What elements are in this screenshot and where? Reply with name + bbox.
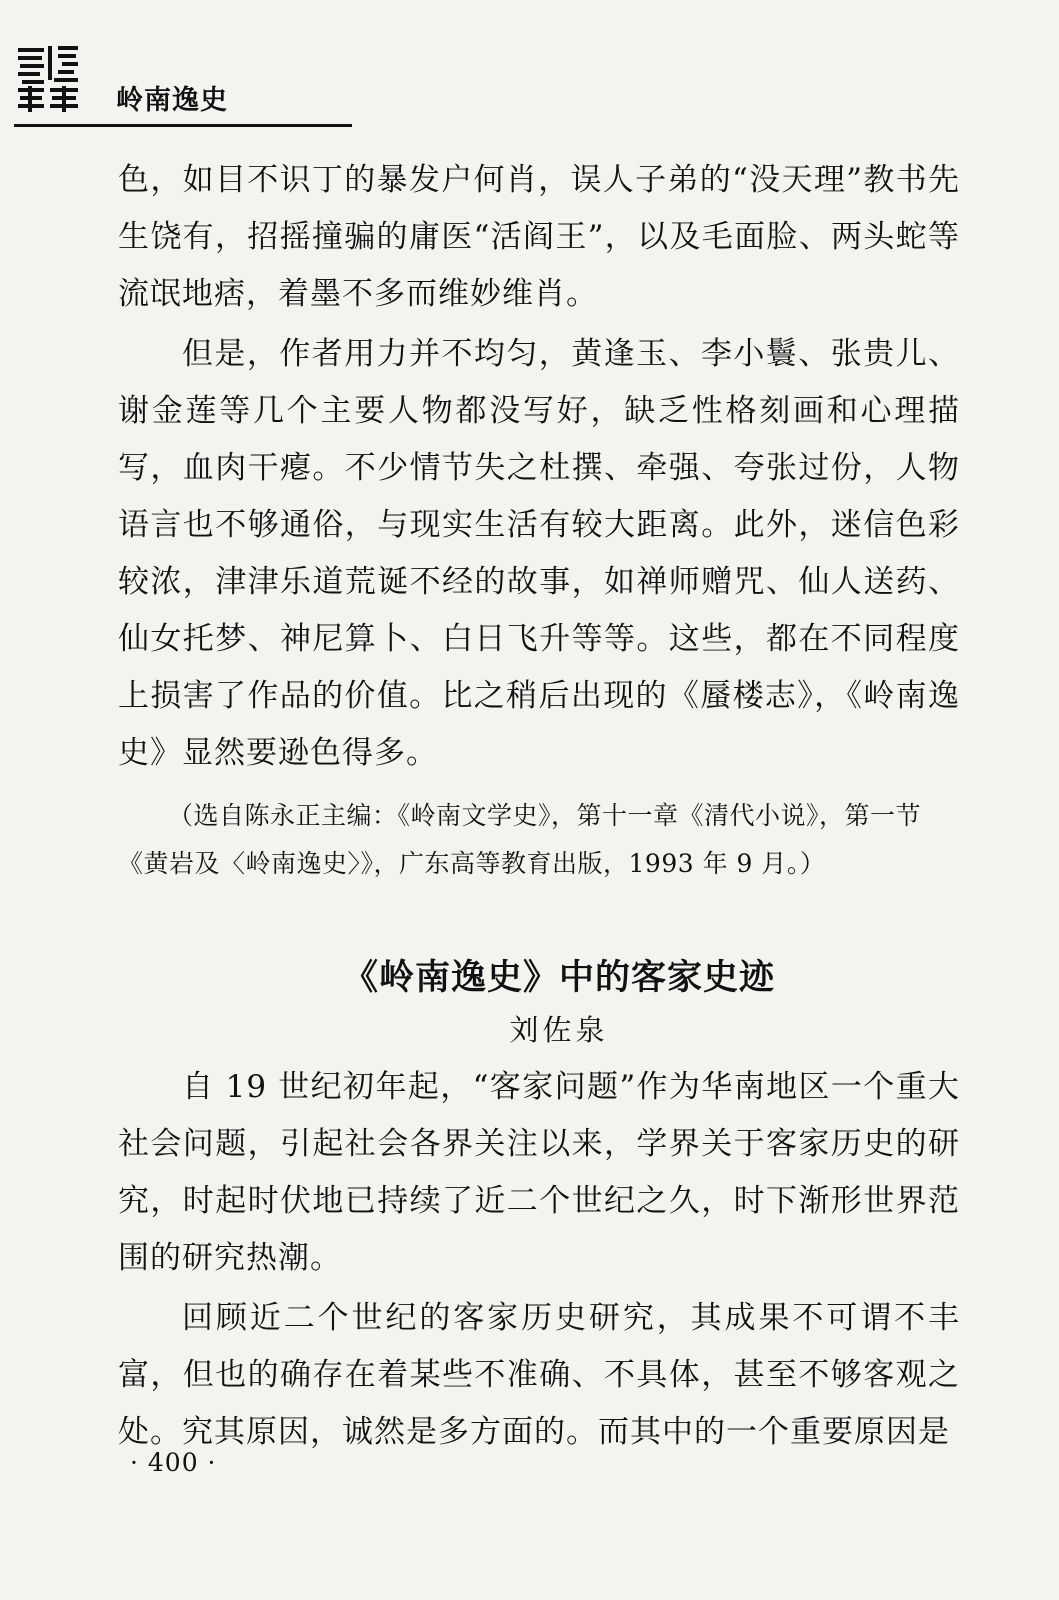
source-citation: （选自陈永正主编：《岭南文学史》，第十一章《清代小说》，第一节《黄岩及〈岭南逸史〉》，广东高等教育出版，1993 年 9 月。） bbox=[118, 801, 922, 878]
article-author: 刘佐泉 bbox=[509, 1013, 609, 1047]
paragraph-critique: 但是，作者用力并不均匀，黄逢玉、李小鬟、张贵儿、谢金莲等几个主要人物都没写好，缺乏性格刻画和心理描写，血肉干瘪。不少情节失之杜撰、牵强、夸张过份，人物语言也不够通俗，与现实生活有较大距离。此外，迷信色彩较浓，津津乐道荒诞不经的故事，如禅师赠咒、仙人送药、仙女托梦、神尼算卜、白日飞升等等。这些，都在不同程度上损害了作品的价值。比之稍后出现的《蜃楼志》，《岭南逸史》显然要逊色得多。 bbox=[118, 336, 960, 771]
seal-logo-icon bbox=[14, 40, 82, 114]
article-paragraph-2: 回顾近二个世纪的客家历史研究，其成果不可谓不丰富，但也的确存在着某些不准确、不具体，甚至不够客观之处。究其原因，诚然是多方面的。而其中的一个重要原因是 bbox=[118, 1300, 960, 1450]
running-title: 岭南逸史 bbox=[116, 85, 228, 116]
main-content bbox=[118, 152, 960, 1461]
page-number: · 400 · bbox=[130, 1448, 217, 1477]
article-paragraph-1: 自 19 世纪初年起，“客家问题”作为华南地区一个重大社会问题，引起社会各界关注以来，学界关于客家历史的研究，时起时伏地已持续了近二个世纪之久，时下渐形世界范围的研究热潮。 bbox=[118, 1069, 960, 1276]
paragraph-continued: 色，如目不识丁的暴发户何肖，误人子弟的“没天理”教书先生饶有，招摇撞骗的庸医“活阎王”，以及毛面脸、两头蛇等流氓地痞，着墨不多而维妙维肖。 bbox=[118, 162, 960, 312]
article-title: 《岭南逸史》中的客家史迹 bbox=[342, 958, 775, 998]
header-rule bbox=[14, 124, 352, 127]
